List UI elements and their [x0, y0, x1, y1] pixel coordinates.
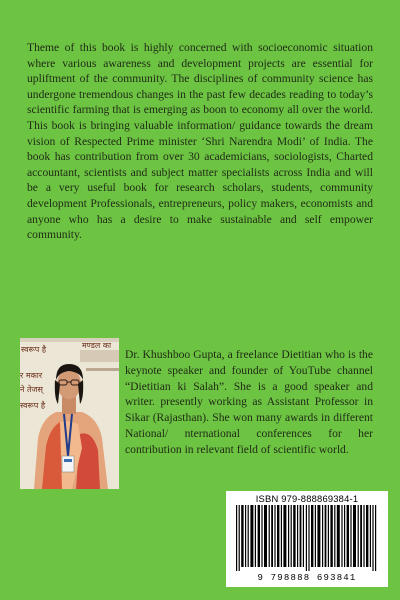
barcode-bars — [236, 505, 378, 571]
book-description: Theme of this book is highly concerned with socioeconomic situation where various awareness and development projects are essential for upliftment of the community. The disciplines of community science has undergone tremendous changes in the past few decades reading to today’s scientific farming that is emerging as boon to economy all over the world. This book is bringing valuable information/ guidance towards the dream vision of Respected Prime minister ‘Shri Narendra Modi’ of India. The book has contribution from over 30 academicians, sociologists, Charted accountant, scientists and subject matter specialists across India and will be a very useful book for research scholars, students, community development Professionals, entrepreneurs, policy makers, economists and anyone who has a desire to make sustainable and self empower community. — [27, 41, 373, 242]
author-bio: Dr. Khushboo Gupta, a freelance Dietitian who is the keynote speaker and founder of YouTube channel “Dietitian ki Salah”. She is a good speaker and writer. presently working as Assistant Professor in Sikar (Rajasthan). She won many awards in different National/ nternational conferences for her contribution in relevant field of scientific world. — [125, 348, 373, 456]
photo-backdrop-text: ने तेजस् — [20, 385, 43, 394]
photo-backdrop-text: स्वरूप है — [21, 345, 47, 354]
photo-backdrop-text: र मकार — [20, 371, 43, 380]
author-photo — [20, 338, 119, 489]
isbn-label: ISBN 979-888869384-1 — [255, 493, 359, 504]
photo-backdrop-text: मण्डल का — [82, 341, 112, 350]
isbn-barcode — [226, 491, 388, 587]
barcode-digits: 9 798888 693841 — [257, 573, 357, 583]
photo-backdrop-text: स्वरूप है — [20, 401, 46, 410]
